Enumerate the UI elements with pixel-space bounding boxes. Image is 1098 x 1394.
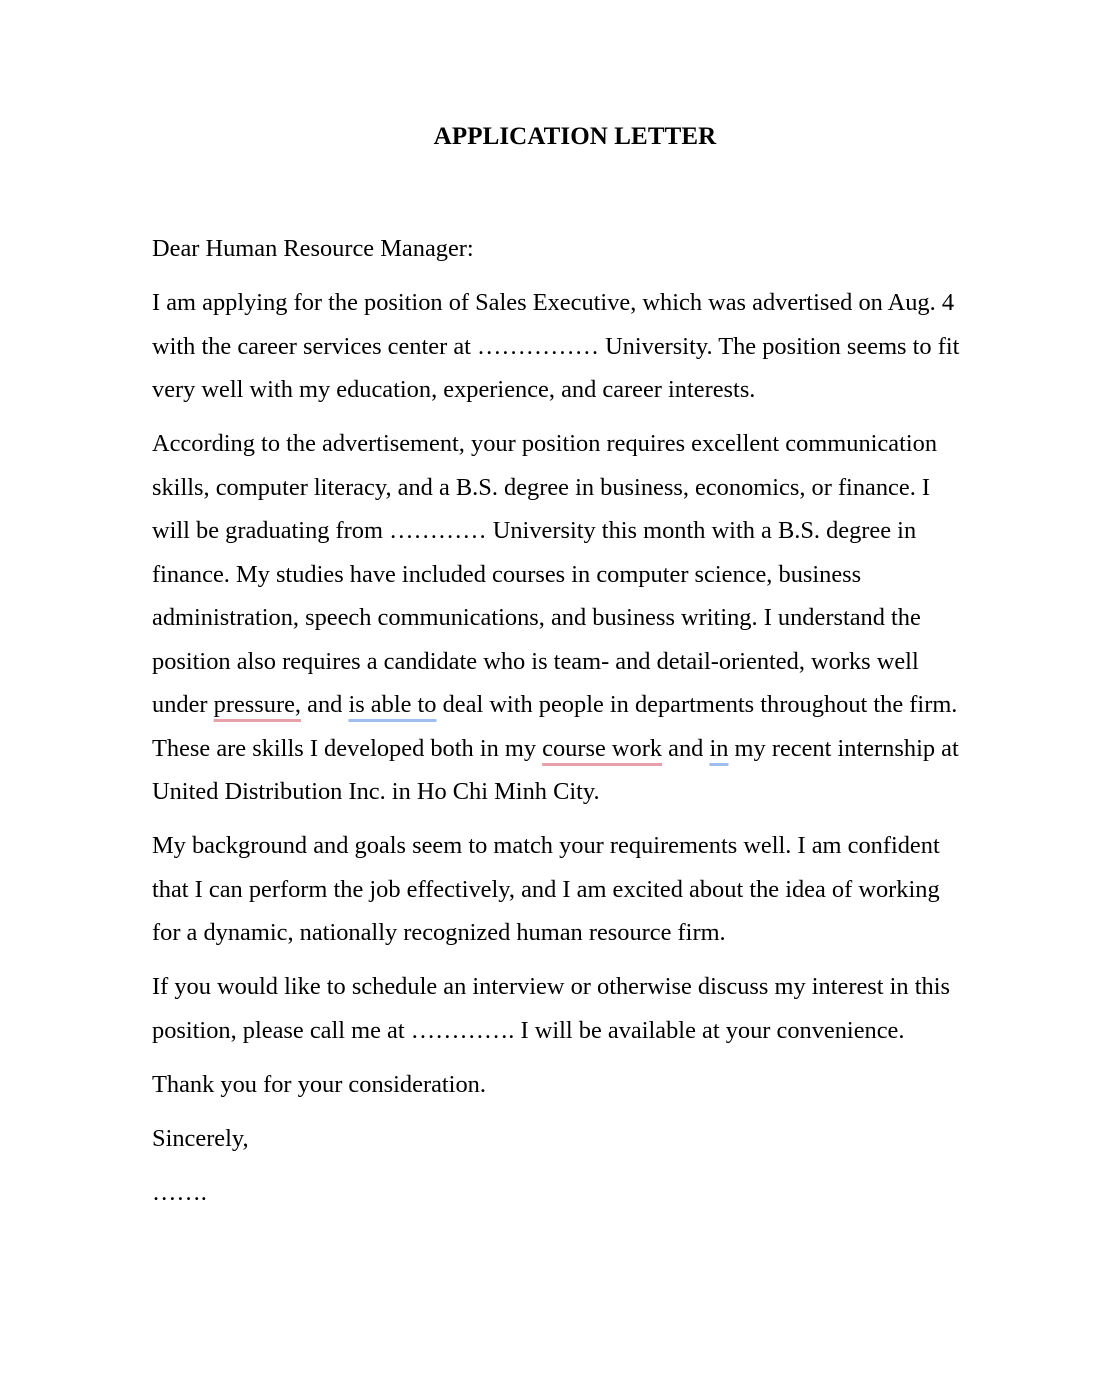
paragraph-2-line-8 (152, 727, 1002, 771)
salutation-text: Dear Human Resource Manager: (152, 235, 474, 262)
closing-text: Sincerely, (152, 1125, 249, 1152)
text-segment: my recent internship at (728, 734, 959, 762)
signature-line (152, 1171, 1002, 1215)
paragraph-1-line-3: very well with my education, experience, and career interests. (152, 376, 756, 403)
salutation (152, 227, 1002, 271)
text-segment: and (301, 691, 349, 718)
document-title: APPLICATION LETTER (433, 123, 717, 150)
paragraph-2-line-7 (152, 683, 1002, 727)
paragraph-4 (152, 965, 1002, 1052)
paragraph-3 (152, 824, 1002, 955)
paragraph-2 (152, 422, 1002, 814)
signature-placeholder: ……. (152, 1179, 207, 1206)
grammar-flag[interactable]: is able to (348, 691, 437, 718)
closing-line (152, 1117, 1002, 1161)
text-segment: under (152, 691, 214, 718)
paragraph-1-line-2: with the career services center at …………… University. The position seems to fit (152, 332, 960, 360)
paragraph-2-line-5: administration, speech communications, and business writing. I understand the (152, 604, 921, 631)
thanks-line (152, 1063, 1002, 1107)
paragraph-2-line-4: finance. My studies have included courses in computer science, business (152, 560, 862, 588)
text-segment: deal with people in departments throughout the firm. (436, 691, 958, 718)
paragraph-4-line-2: position, please call me at …………. I will be available at your convenience. (152, 1016, 905, 1044)
paragraph-4-line-1: If you would like to schedule an interview or otherwise discuss my interest in this (152, 973, 950, 1000)
paragraph-1-line-1: I am applying for the position of Sales Executive, which was advertised on Aug. 4 (152, 289, 955, 316)
paragraph-3-line-1: My background and goals seem to match your requirements well. I am confident (152, 832, 940, 859)
thanks-text: Thank you for your consideration. (152, 1071, 486, 1098)
spelling-flag[interactable]: pressure, (213, 691, 302, 718)
text-segment: These are skills I developed both in my (152, 734, 543, 762)
paragraph-3-line-3: for a dynamic, nationally recognized human resource firm. (152, 919, 726, 946)
paragraph-2-line-9: United Distribution Inc. in Ho Chi Minh City. (152, 778, 600, 805)
paragraph-2-line-2: skills, computer literacy, and a B.S. degree in business, economics, or finance. I (152, 473, 931, 501)
spelling-flag[interactable]: course work (542, 734, 663, 762)
grammar-flag[interactable]: in (709, 734, 729, 762)
paragraph-1 (152, 281, 1002, 412)
paragraph-2-line-6: position also requires a candidate who is team- and detail-oriented, works well (152, 647, 919, 675)
text-segment: and (662, 734, 710, 762)
paragraph-2-line-3: will be graduating from ………… University this month with a B.S. degree in (152, 517, 917, 544)
paragraph-2-line-1: According to the advertisement, your position requires excellent communication (152, 430, 938, 457)
paragraph-3-line-2: that I can perform the job effectively, and I am excited about the idea of working (152, 875, 940, 903)
